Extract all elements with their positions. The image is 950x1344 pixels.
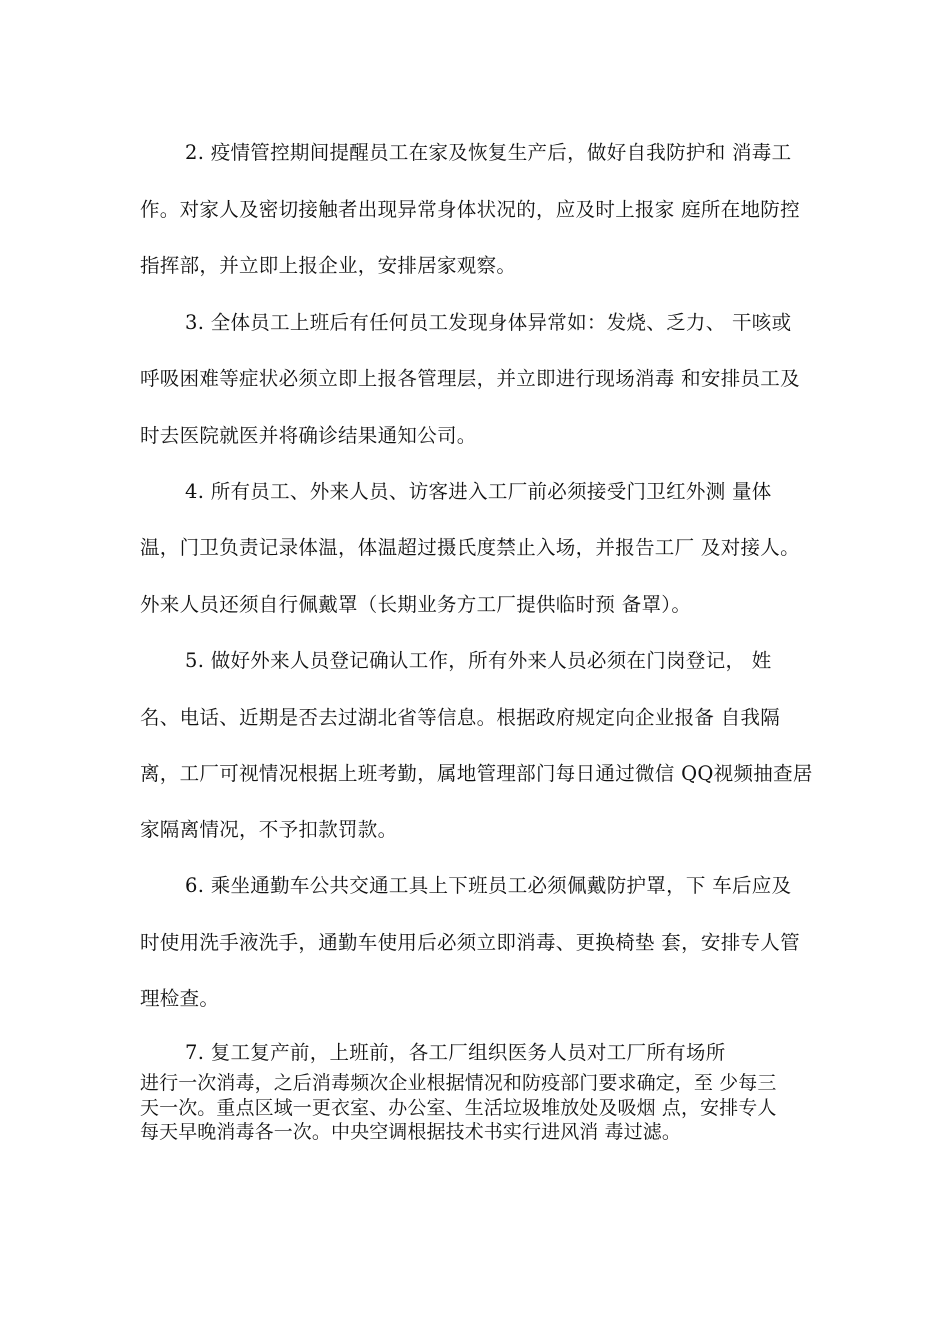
paragraph-5-line-4: 家隔离情况，不予扣款罚款。 (140, 818, 398, 841)
paragraph-7-line-2: 进行一次消毒，之后消毒频次企业根据情况和防疫部门要求确定，至 少每三 (140, 1072, 777, 1094)
paragraph-5-line-1: 5. 做好外来人员登记确认工作，所有外来人员必须在门岗登记， 姓 (185, 649, 772, 672)
paragraph-4-line-1: 4. 所有员工、外来人员、访客进入工厂前必须接受门卫红外测 量体 (185, 480, 772, 503)
paragraph-2-line-3: 指挥部，并立即上报企业，安排居家观察。 (140, 254, 517, 277)
paragraph-3-line-3: 时去医院就医并将确诊结果通知公司。 (140, 424, 477, 447)
paragraph-5-line-3: 离，工厂可视情况根据上班考勤，属地管理部门每日通过微信 QQ视频抽查居 (140, 762, 813, 785)
paragraph-3-line-2: 呼吸困难等症状必须立即上报各管理层，并立即进行现场消毒 和安排员工及 (140, 367, 800, 390)
paragraph-7-line-3: 天一次。重点区域一更衣室、办公室、生活垃圾堆放处及吸烟 点，安排专人 (140, 1097, 777, 1119)
paragraph-6-line-3: 理检查。 (140, 987, 220, 1010)
paragraph-3-line-1: 3. 全体员工上班后有任何员工发现身体异常如：发烧、乏力、 干咳或 (185, 311, 792, 334)
paragraph-2-line-2: 作。对家人及密切接触者出现异常身体状况的，应及时上报家 庭所在地防控 (140, 198, 800, 221)
paragraph-4-line-2: 温，门卫负责记录体温，体温超过摄氏度禁止入场，并报告工厂 及对接人。 (140, 536, 800, 559)
paragraph-6-line-2: 时使用洗手液洗手，通勤车使用后必须立即消毒、更换椅垫 套，安排专人管 (140, 931, 800, 954)
paragraph-4-line-3: 外来人员还须自行佩戴罩（长期业务方工厂提供临时预 备罩）。 (140, 593, 692, 616)
paragraph-5-line-2: 名、电话、近期是否去过湖北省等信息。根据政府规定向企业报备 自我隔 (140, 706, 781, 729)
paragraph-7-line-4: 每天早晚消毒各一次。中央空调根据技术书实行进风消 毒过滤。 (140, 1121, 681, 1143)
paragraph-2-line-1: 2. 疫情管控期间提醒员工在家及恢复生产后，做好自我防护和 消毒工 (185, 141, 792, 164)
paragraph-6-line-1: 6. 乘坐通勤车公共交通工具上下班员工必须佩戴防护罩，下 车后应及 (185, 874, 792, 897)
paragraph-7-line-1: 7. 复工复产前，上班前，各工厂组织医务人员对工厂所有场所 (185, 1041, 726, 1064)
